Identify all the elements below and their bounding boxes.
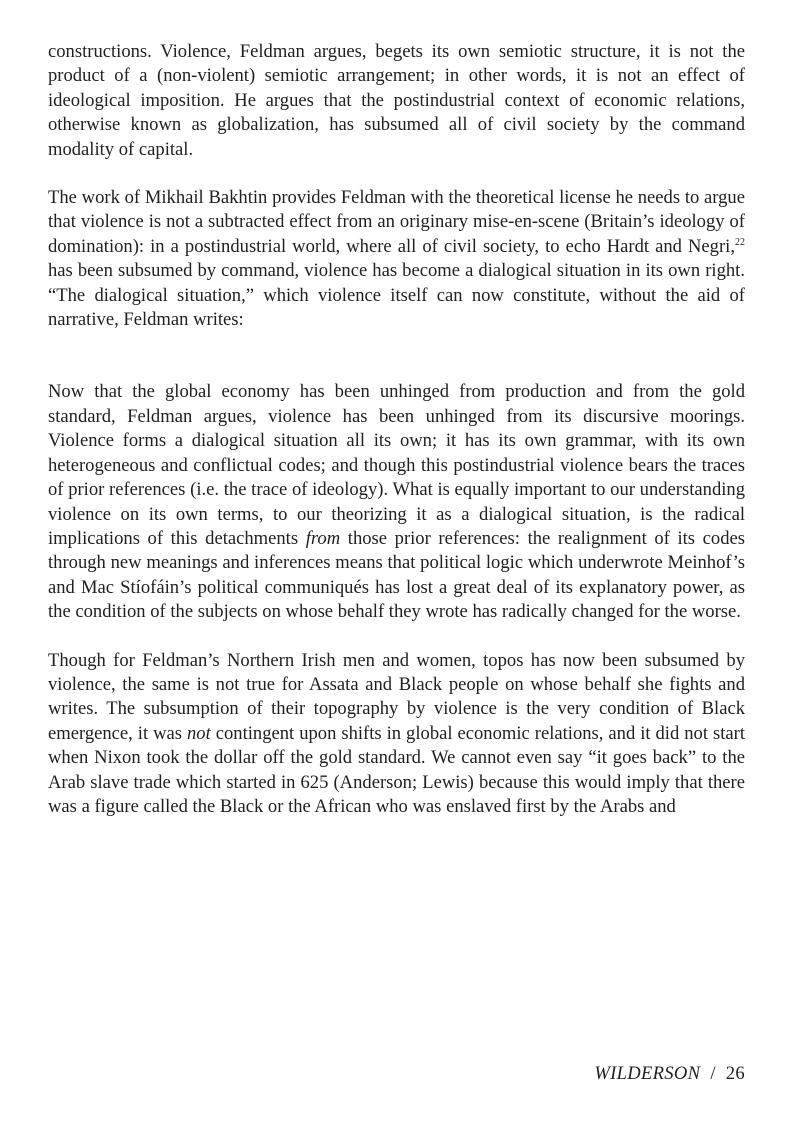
page-number: 26 xyxy=(725,1063,745,1084)
paragraph-2 xyxy=(48,186,745,332)
paragraph-gap xyxy=(48,356,745,380)
paragraph-3-text-b: those prior references: the realignment of its codes through new meanings and inferences means that political logic which underwrote Meinhof’s and Mac Stíofáin’s political communiqués has lost a great deal of its explanatory power, as the condition of the subjects on whose behalf they wrote has radically changed for the worse. xyxy=(48,527,745,623)
paragraph-2-text-a: The work of Mikhail Bakhtin provides Feldman with the theoretical license he needs to argue that violence is not a subtracted effect from an originary mise-en-scene (Britain’s ideology of domination): in a postindustrial world, where all of civil society, to echo Hardt and Negri, xyxy=(48,187,745,257)
paragraph-gap xyxy=(48,162,745,186)
paragraph-3-text-a: Now that the global economy has been unhinged from production and from the gold standard, Feldman argues, violence has been unhinged from its discursive moorings. Violence forms a dialogical situation all its own; it has its own grammar, with its own heterogeneous and conflictual codes; and though this postindustrial violence bears the traces of prior references (i.e. the trace of ideology). What is equally important to our understanding violence on its own terms, to our theorizing it as a dialogical situation, is the radical implications of this detachments xyxy=(48,381,745,549)
page-body xyxy=(48,40,745,819)
paragraph-gap xyxy=(48,332,745,356)
emphasis-not: not xyxy=(187,722,211,744)
running-head-author: WILDERSON xyxy=(594,1063,701,1084)
paragraph-2-text-b: has been subsumed by command, violence has become a dialogical situation in its own right. “The dialogical situation,” which violence itself can now constitute, without the aid of narrative, Feldman writes: xyxy=(48,260,745,331)
paragraph-3 xyxy=(48,380,745,624)
page-footer xyxy=(594,1063,745,1085)
footnote-marker-22: 22 xyxy=(735,236,745,248)
paragraph-4 xyxy=(48,649,745,820)
paragraph-1 xyxy=(48,40,745,162)
paragraph-1-text: constructions. Violence, Feldman argues, begets its own semiotic structure, it is not the product of a (non-violent) semiotic arrangement; in other words, it is not an effect of ideological imposition. He argues that the postindustrial context of economic relations, otherwise known as globalization, has subsumed all of civil society by the command modality of capital. xyxy=(48,41,745,160)
paragraph-4-text-a: Though for Feldman’s Northern Irish men and women, topos has now been subsumed by violence, the same is not true for Assata and Black people on whose behalf she fights and writes. The subsumption of their topography by violence is the very condition of Black emergence, it was xyxy=(48,649,745,744)
paragraph-gap xyxy=(48,625,745,649)
paragraph-4-text-b: contingent upon shifts in global economic relations, and it did not start when Nixon took the dollar off the gold standard. We cannot even say “it goes back” to the Arab slave trade which started in 625 (Anderson; Lewis) because this would imply that there was a figure called the Black or the African who was enslaved first by the Arabs and xyxy=(48,722,745,817)
emphasis-from: from xyxy=(305,527,341,549)
footer-separator: / xyxy=(710,1063,716,1084)
